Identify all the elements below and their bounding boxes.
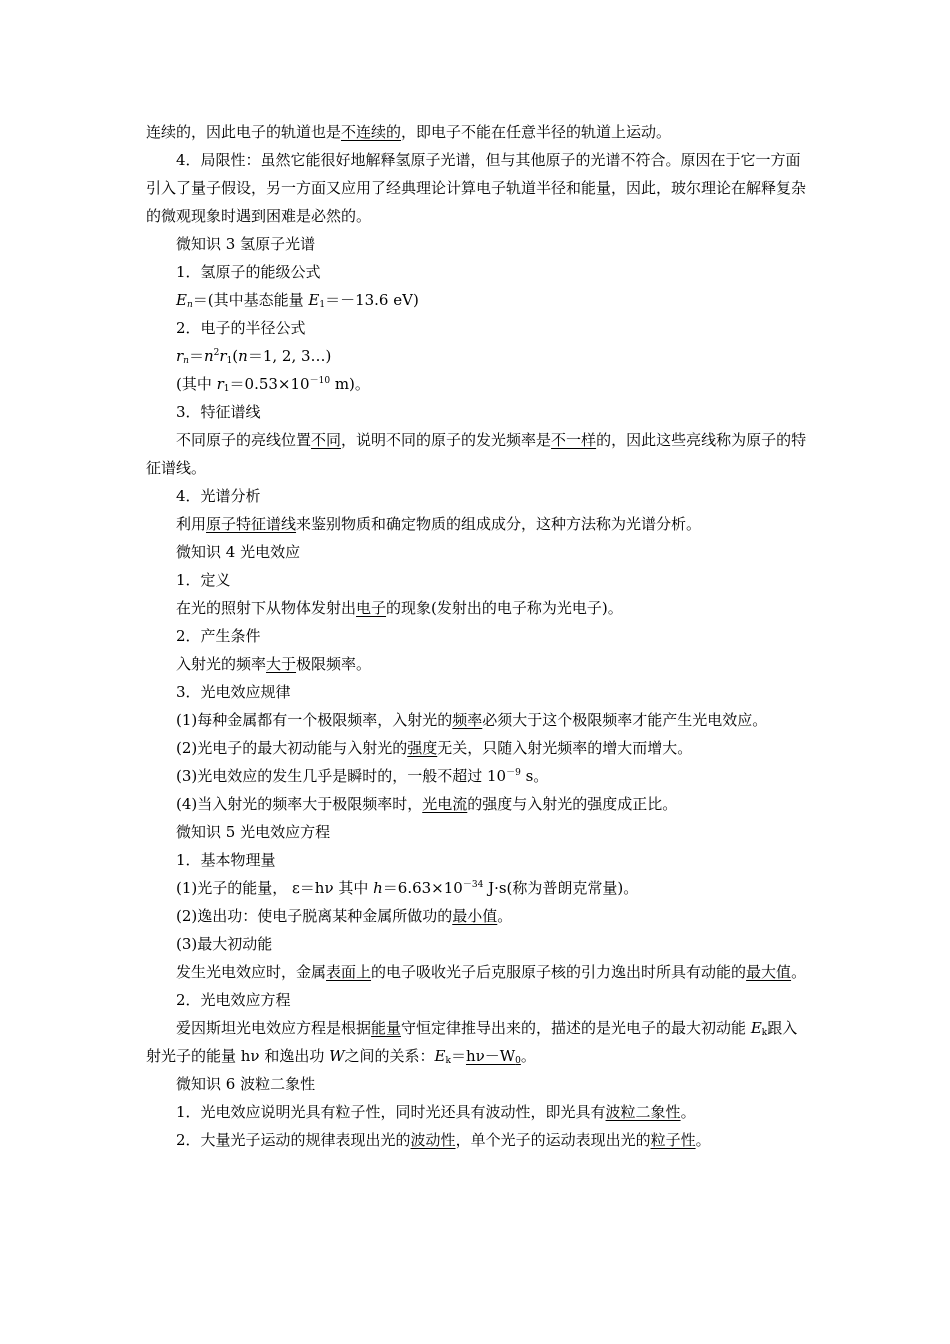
text: ＝6.63×10 (382, 879, 463, 897)
formula-energy-level (146, 286, 810, 314)
underlined-answer (466, 1047, 521, 1065)
underlined-answer: 不一样 (551, 431, 597, 449)
paragraph (146, 510, 810, 538)
subscript: 1 (226, 356, 233, 366)
superscript: 2 (213, 348, 220, 358)
subheading: 1．定义 (176, 571, 231, 589)
paragraph (146, 650, 810, 678)
paragraph (146, 426, 810, 482)
rule-item (146, 734, 810, 762)
underlined-answer: 频率 (452, 711, 483, 729)
underlined-answer: 不同 (311, 431, 342, 449)
text: 连续的，因此电子的轨道也是 (146, 123, 342, 141)
text: 极限频率。 (296, 655, 372, 673)
quantity-item: (3)最大初动能 (176, 935, 273, 953)
rule-item (146, 762, 810, 790)
superscript: －34 (462, 880, 484, 890)
underlined-answer: 最大值 (746, 963, 792, 981)
document-body (146, 118, 810, 1154)
underlined-answer: 电子 (356, 599, 387, 617)
subheading: 2．光电效应方程 (176, 991, 291, 1009)
text: 的现象(发射出的电子称为光电子)。 (386, 599, 623, 617)
subheading: 2．产生条件 (176, 627, 261, 645)
subscript: n (186, 300, 193, 310)
text: (其中 (176, 375, 217, 393)
symbol: r (176, 347, 184, 365)
text: ＝(其中基态能量 (192, 291, 309, 309)
text: 的强度与入射光的强度成正比。 (467, 795, 678, 813)
text: (2)光电子的最大初动能与入射光的 (176, 739, 408, 757)
paragraph (146, 958, 810, 986)
formula-note (146, 370, 810, 398)
text: 入射光的频率 (176, 655, 267, 673)
text: 的，因此这些亮线称为原子的特征谱线。 (146, 431, 807, 477)
symbol: E (750, 1019, 762, 1037)
text: 1．光电效应说明光具有粒子性，同时光还具有波动性，即光具有 (176, 1103, 606, 1121)
text: 。 (680, 1103, 696, 1121)
symbol: r (216, 375, 224, 393)
text: 之间的关系： (344, 1047, 435, 1065)
text: (1)光子的能量， ε＝hν 其中 (176, 879, 374, 897)
subscript: 1 (319, 300, 326, 310)
underlined-answer: 能量 (371, 1019, 402, 1037)
text: ，即电子不能在任意半径的轨道上运动。 (401, 123, 672, 141)
formula-radius (146, 342, 810, 370)
text: 发生光电效应时，金属 (176, 963, 327, 981)
quantity-item (146, 902, 810, 930)
text: 。 (791, 963, 807, 981)
underlined-answer: 强度 (407, 739, 438, 757)
text: 不同原子的亮线位置 (176, 431, 312, 449)
section-heading-4: 微知识 4 光电效应 (176, 543, 301, 561)
quantity-item (146, 874, 810, 902)
subheading: 1．基本物理量 (176, 851, 276, 869)
text: 。 (497, 907, 513, 925)
text: 爱因斯坦光电效应方程是根据 (176, 1019, 372, 1037)
underlined-answer: 大于 (266, 655, 297, 673)
text: J·s(称为普朗克常量)。 (483, 879, 639, 897)
paragraph-einstein (146, 1014, 810, 1070)
subscript: 0 (515, 1056, 521, 1066)
section-heading-5: 微知识 5 光电效应方程 (176, 823, 331, 841)
section-heading-3: 微知识 3 氢原子光谱 (176, 235, 316, 253)
superscript: －10 (309, 376, 331, 386)
text: 来鉴别物质和确定物质的组成成分，这种方法称为光谱分析。 (296, 515, 702, 533)
subscript: n (183, 356, 189, 366)
text: ＝－13.6 eV) (325, 291, 419, 309)
symbol: E (434, 1047, 446, 1065)
paragraph (146, 118, 810, 146)
text: 无关，只随入射光频率的增大而增大。 (437, 739, 693, 757)
subscript: k (445, 1056, 451, 1066)
underlined-answer: 波动性 (410, 1131, 456, 1149)
subscript: 1 (223, 384, 230, 394)
text: ，说明不同的原子的发光频率是 (341, 431, 552, 449)
paragraph (146, 1126, 810, 1154)
symbol: r (219, 347, 227, 365)
symbol: h (373, 879, 383, 897)
formula-text: hν－W (465, 1047, 516, 1065)
rule-item (146, 706, 810, 734)
text: m)。 (330, 375, 370, 393)
text: 的电子吸收光子后克服原子核的引力逸出时所具有动能的 (371, 963, 747, 981)
text: 。 (520, 1047, 536, 1065)
text: (2)逸出功：使电子脱离某种金属所做功的 (176, 907, 453, 925)
text: ，单个光子的运动表现出光的 (455, 1131, 651, 1149)
underlined-answer: 原子特征谱线 (206, 515, 297, 533)
symbol: E (308, 291, 320, 309)
section-heading-6: 微知识 6 波粒二象性 (176, 1075, 316, 1093)
symbol: W (329, 1047, 345, 1065)
text: ＝ (450, 1047, 466, 1065)
text: 。 (695, 1131, 711, 1149)
text: (4)当入射光的频率大于极限频率时， (176, 795, 423, 813)
text: 在光的照射下从物体发射出 (176, 599, 357, 617)
text: ＝0.53×10 (229, 375, 310, 393)
text: (1)每种金属都有一个极限频率，入射光的 (176, 711, 453, 729)
subheading: 3．光电效应规律 (176, 683, 291, 701)
underlined-answer: 最小值 (452, 907, 498, 925)
subheading: 4．光谱分析 (176, 487, 261, 505)
text: 跟入射光子的能量 hν 和逸出功 (146, 1019, 798, 1065)
text: 利用 (176, 515, 207, 533)
paragraph-limitation: 4．局限性：虽然它能很好地解释氢原子光谱，但与其他原子的光谱不符合。原因在于它一方面引入了量子假设，另一方面又应用了经典理论计算电子轨道半径和能量，因此，玻尔理论在解释复杂的微观现象时遇到困难是必然的。 (146, 151, 807, 225)
underlined-answer: 光电流 (422, 795, 468, 813)
underlined-answer: 不连续的 (341, 123, 402, 141)
text: 必须大于这个极限频率才能产生光电效应。 (482, 711, 768, 729)
symbol: E (176, 291, 187, 309)
paragraph (146, 1098, 810, 1126)
subheading: 2．电子的半径公式 (176, 319, 306, 337)
rule-item (146, 790, 810, 818)
symbol: n (238, 347, 248, 365)
superscript: －9 (506, 768, 521, 778)
underlined-answer: 粒子性 (650, 1131, 696, 1149)
text: 2．大量光子运动的规律表现出光的 (176, 1131, 411, 1149)
underlined-answer: 波粒二象性 (605, 1103, 681, 1121)
paragraph (146, 594, 810, 622)
text: ( (232, 347, 239, 365)
subscript: k (761, 1028, 768, 1038)
text: 守恒定律推导出来的，描述的是光电子的最大初动能 (401, 1019, 751, 1037)
text: (3)光电效应的发生几乎是瞬时的，一般不超过 10 (176, 767, 507, 785)
subheading: 1．氢原子的能级公式 (176, 263, 321, 281)
text: ＝1, 2, 3…) (247, 347, 332, 365)
symbol: n (203, 347, 214, 365)
text: ＝ (188, 347, 204, 365)
underlined-answer: 表面上 (326, 963, 372, 981)
text: s。 (520, 767, 549, 785)
subheading: 3．特征谱线 (176, 403, 261, 421)
